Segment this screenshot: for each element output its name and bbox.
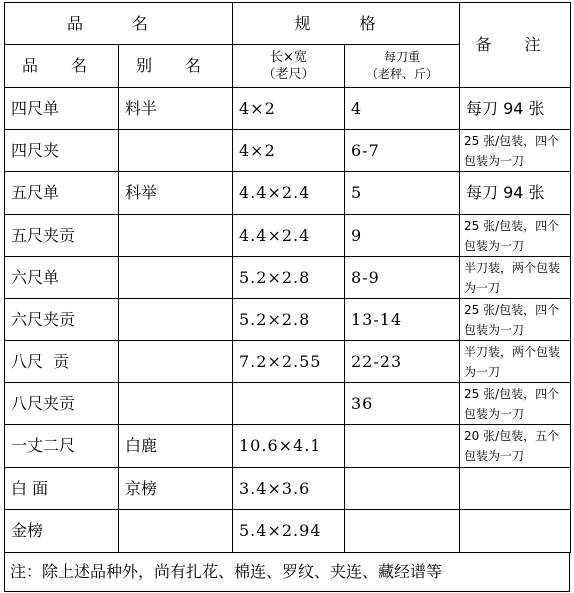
cell-size: 4.4×2.4: [233, 215, 345, 257]
header-pinming-sub: 品 名: [5, 45, 119, 88]
cell-note: 25 张/包装，四个包装为一刀: [460, 299, 571, 341]
header-weight: [345, 45, 460, 88]
header-beizhu: 备 注: [460, 3, 571, 88]
cell-alias: [119, 299, 233, 341]
cell-name: 四尺单: [5, 88, 119, 130]
table-row: [5, 172, 571, 215]
table-row: [5, 215, 571, 257]
header-guige: 规 格: [233, 3, 460, 45]
footnote: 注：除上述品种外，尚有扎花、棉连、罗纹、夹连、藏经谱等: [10, 562, 443, 581]
cell-note: 20 张/包装，五个包装为一刀: [460, 425, 571, 468]
cell-alias: [119, 257, 233, 299]
cell-weight: 9: [345, 215, 460, 257]
cell-size: 3.4×3.6: [233, 468, 345, 510]
header-size-line2: （老尺）: [262, 67, 315, 82]
header-size-line1: 长×宽: [270, 50, 307, 65]
cell-weight: [345, 510, 460, 553]
cell-weight: 22-23: [345, 341, 460, 383]
header-pinming: 品 名: [5, 3, 233, 45]
header-bieming: 别 名: [119, 45, 233, 88]
header-weight-line2: （老秤、斤）: [365, 67, 438, 81]
cell-alias: [119, 215, 233, 257]
cell-weight: [345, 425, 460, 468]
cell-size: 4×2: [233, 130, 345, 172]
cell-alias: 科举: [119, 172, 233, 215]
header-row-1: [5, 3, 571, 45]
table-row: [5, 341, 571, 383]
cell-note: 半刀装，两个包装为一刀: [460, 341, 571, 383]
table-row: [5, 468, 571, 510]
cell-alias: [119, 341, 233, 383]
header-weight-line1: 每刀重: [383, 50, 420, 64]
cell-weight: 4: [345, 88, 460, 130]
table-row: [5, 88, 571, 130]
cell-size: 5.2×2.8: [233, 257, 345, 299]
table-row: [5, 130, 571, 172]
cell-alias: 白鹿: [119, 425, 233, 468]
cell-note: 半刀装，两个包装为一刀: [460, 257, 571, 299]
cell-name: 五尺单: [5, 172, 119, 215]
cell-alias: [119, 510, 233, 553]
cell-note: 每刀 94 张: [460, 172, 571, 215]
cell-name: 八尺夹贡: [5, 383, 119, 425]
table-row: [5, 257, 571, 299]
cell-alias: 料半: [119, 88, 233, 130]
cell-name: 一丈二尺: [5, 425, 119, 468]
cell-size: [233, 383, 345, 425]
cell-weight: 8-9: [345, 257, 460, 299]
header-size: [233, 45, 345, 88]
cell-alias: [119, 383, 233, 425]
cell-size: 5.2×2.8: [233, 299, 345, 341]
cell-name: 白 面: [5, 468, 119, 510]
cell-size: 10.6×4.1: [233, 425, 345, 468]
cell-note: [460, 510, 571, 553]
table-row: [5, 510, 571, 553]
cell-name: 八尺 贡: [5, 341, 119, 383]
cell-alias: [119, 130, 233, 172]
table-row: [5, 383, 571, 425]
cell-name: 金榜: [5, 510, 119, 553]
cell-name: 六尺单: [5, 257, 119, 299]
cell-weight: 13-14: [345, 299, 460, 341]
cell-size: 4.4×2.4: [233, 172, 345, 215]
cell-alias: 京榜: [119, 468, 233, 510]
cell-note: 25 张/包装，四个包装为一刀: [460, 383, 571, 425]
cell-weight: 6-7: [345, 130, 460, 172]
cell-size: 4×2: [233, 88, 345, 130]
cell-note: 25 张/包装，四个包装为一刀: [460, 130, 571, 172]
paper-spec-table: [4, 2, 571, 553]
cell-note: [460, 468, 571, 510]
cell-name: 五尺夹贡: [5, 215, 119, 257]
cell-name: 六尺夹贡: [5, 299, 119, 341]
cell-note: 25 张/包装，四个包装为一刀: [460, 215, 571, 257]
cell-name: 四尺夹: [5, 130, 119, 172]
cell-weight: 36: [345, 383, 460, 425]
table-row: [5, 425, 571, 468]
cell-note: 每刀 94 张: [460, 88, 571, 130]
cell-weight: [345, 468, 460, 510]
cell-size: 7.2×2.55: [233, 341, 345, 383]
cell-weight: 5: [345, 172, 460, 215]
cell-size: 5.4×2.94: [233, 510, 345, 553]
table-row: [5, 299, 571, 341]
